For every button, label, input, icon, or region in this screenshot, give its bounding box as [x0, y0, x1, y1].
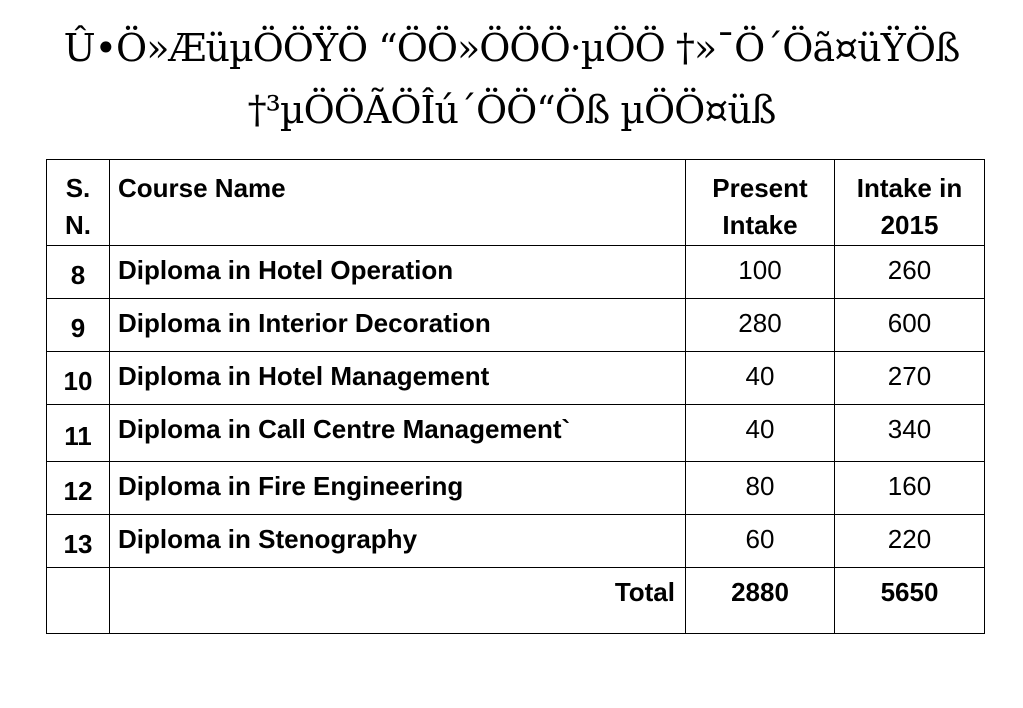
total-present-intake: 2880 [686, 568, 835, 634]
row-serial-number: 9 [47, 299, 110, 352]
row-intake-2015: 260 [835, 246, 985, 299]
total-row-empty-cell [47, 568, 110, 634]
row-intake-2015: 340 [835, 405, 985, 462]
row-course-name: Diploma in Fire Engineering [110, 462, 686, 515]
row-present-intake: 280 [686, 299, 835, 352]
row-serial-number: 13 [47, 515, 110, 568]
course-intake-table [46, 159, 985, 634]
row-course-name: Diploma in Stenography [110, 515, 686, 568]
row-present-intake: 40 [686, 405, 835, 462]
column-header-intake-2015: Intake in 2015 [835, 160, 985, 246]
row-course-name: Diploma in Hotel Management [110, 352, 686, 405]
table-header-row [47, 160, 985, 246]
row-present-intake: 100 [686, 246, 835, 299]
column-header-course-name: Course Name [110, 160, 686, 246]
row-present-intake: 40 [686, 352, 835, 405]
column-header-sn: S. N. [47, 160, 110, 246]
table-total-row [47, 568, 985, 634]
row-course-name: Diploma in Hotel Operation [110, 246, 686, 299]
row-intake-2015: 270 [835, 352, 985, 405]
row-course-name: Diploma in Interior Decoration [110, 299, 686, 352]
row-serial-number: 11 [47, 405, 110, 462]
table-row [47, 246, 985, 299]
table-row [47, 299, 985, 352]
row-intake-2015: 160 [835, 462, 985, 515]
page-title-line-1: Û•Ö»ÆüµÖÖŸÖ “ÖÖ»ÖÖÖ·µÖÖ †»¯Ö´Öã¤üŸÖß [63, 26, 960, 70]
row-present-intake: 60 [686, 515, 835, 568]
row-intake-2015: 600 [835, 299, 985, 352]
row-present-intake: 80 [686, 462, 835, 515]
row-serial-number: 10 [47, 352, 110, 405]
table-row [47, 462, 985, 515]
table-row [47, 405, 985, 462]
row-serial-number: 8 [47, 246, 110, 299]
table-row [47, 352, 985, 405]
column-header-present-intake: Present Intake [686, 160, 835, 246]
page-title-line-2: †³µÖÖÃÖÎú´ÖÖ“Öß µÖÖ¤üß [247, 88, 776, 132]
total-intake-2015: 5650 [835, 568, 985, 634]
row-course-name: Diploma in Call Centre Management` [110, 405, 686, 462]
row-serial-number: 12 [47, 462, 110, 515]
table-row [47, 515, 985, 568]
total-label: Total [110, 568, 686, 634]
row-intake-2015: 220 [835, 515, 985, 568]
